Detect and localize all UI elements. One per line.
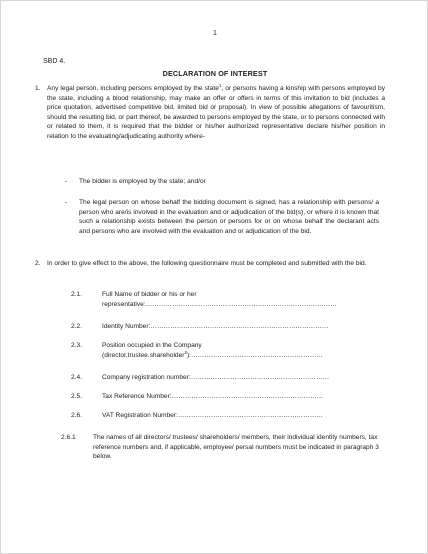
paragraph-1-number: 1. [35, 85, 41, 92]
footnote-ref-2: 2 [184, 349, 187, 355]
paragraph-1-text [47, 84, 385, 142]
document-title: DECLARATION OF INTEREST [162, 69, 268, 78]
field-number: 2.6. [71, 412, 82, 419]
field-number: 2.4. [71, 374, 82, 381]
footnote-ref-1: 1 [218, 82, 222, 88]
field-label[interactable]: Identity Number:……………………………………………………………………… [102, 323, 329, 330]
dash-marker: - [65, 178, 68, 185]
field-number: 2.6.1 [61, 434, 76, 441]
paragraph-2-text: In order to give effect to the above, the following questionnaire must be completed and submitted with the bid. [47, 260, 367, 267]
field-label-cont: (director,trustee.shareholder [102, 351, 185, 359]
field-number: 2.3. [71, 342, 82, 349]
field-number: 2.1. [71, 291, 82, 298]
page-number: 1 [213, 30, 217, 37]
field-dots[interactable]: ):…………………………………………………… [186, 351, 323, 359]
dash-item-text: The legal person on whose behalf the bidding document is signed, has a relationship with persons/ a person who are/is involved in the evaluation and or adjudication of the bid(s), or where it is known that such a relationship exists between the person or persons for or on whose behalf the declarant acts and persons who are involved with the evaluation and or adjudication of the bid. [79, 199, 379, 235]
dash-item-text: The bidder is employed by the state; and/or [79, 178, 206, 185]
dash-marker: - [65, 199, 68, 206]
field-blank-line[interactable]: representative:…………………………………………………………………………… [102, 300, 337, 308]
field-vat-registration[interactable] [71, 411, 381, 421]
field-label[interactable]: Company registration number:……………………………………………………… [102, 374, 330, 381]
paragraph-2 [35, 259, 385, 269]
field-company-registration[interactable] [71, 373, 381, 383]
field-full-name[interactable] [71, 290, 381, 309]
field-label: Position occupied in the Company [102, 342, 202, 349]
field-number: 2.5. [71, 393, 82, 400]
paragraph-1 [35, 84, 385, 142]
field-label[interactable]: Tax Reference Number:…………………………………………………………… [102, 393, 324, 400]
paragraph-2-number: 2. [35, 260, 41, 267]
dash-item [65, 177, 379, 187]
paragraph-1-text-a: Any legal person, including persons employed by the state [47, 85, 219, 92]
field-identity-number[interactable] [71, 322, 381, 332]
paragraph-1-text-b: , or persons having a kinship with persons employed by the state, including a blood relationship, may make an offer or offers in terms of this invitation to bid (includes a price quotation, advertised competitive bid, limited bid or proposal). In view of possible allegations of favouritism, should the resulting bid, or part thereof, be awarded to persons employed by the state, or to persons connected with or related to them, it is required that the bidder or his/her authorized representative declare his/her position in relation to the evaluating/adjudicating authority where- [47, 85, 385, 140]
paragraph-2-6-1 [61, 433, 391, 462]
dash-item [65, 198, 379, 236]
field-label[interactable]: VAT Registration Number:………………………………………………………… [102, 412, 323, 419]
field-number: 2.2. [71, 323, 82, 330]
paragraph-text: The names of all directors/ trustees/ shareholders/ members, their individual identity numbers, tax reference numbers and, if applicable, employee/ persal numbers must be indicated in paragraph 3 below. [93, 434, 379, 461]
field-position[interactable] [71, 341, 381, 360]
field-blank-line[interactable] [102, 351, 381, 361]
document-code: SBD 4. [43, 58, 66, 65]
field-label: Full Name of bidder or his or her [102, 291, 197, 298]
field-tax-reference[interactable] [71, 392, 381, 402]
